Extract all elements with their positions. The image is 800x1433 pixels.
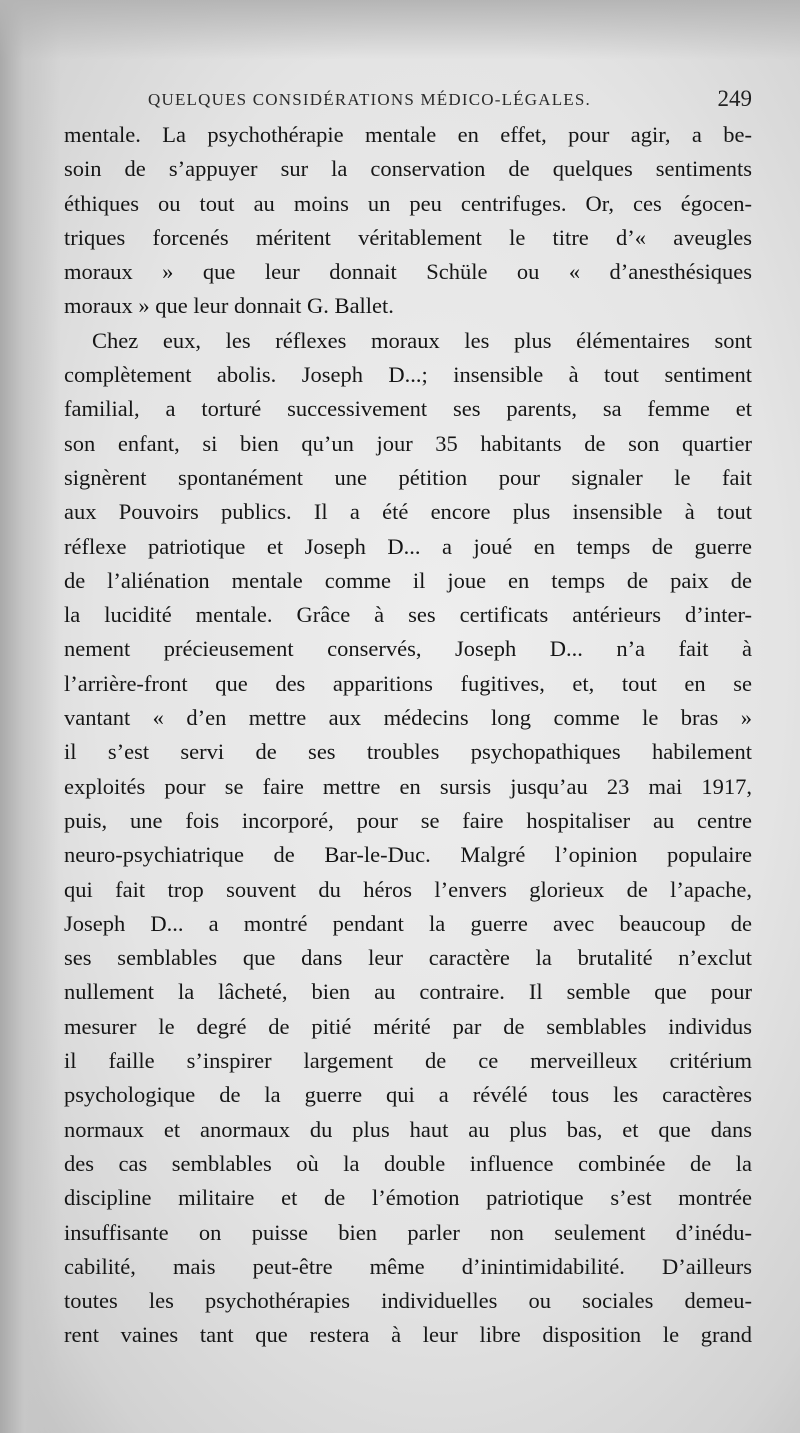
text-line: triques forcenés méritent véritablement le titre d’« aveugles	[64, 224, 752, 250]
text-line: insuffisante on puisse bien parler non seulement d’inédu-	[64, 1219, 752, 1245]
text-line: rent vaines tant que restera à leur libre disposition le grand	[64, 1322, 752, 1348]
text-line: moraux » que leur donnait Schüle ou « d’anesthésiques	[64, 259, 752, 285]
text-line: normaux et anormaux du plus haut au plus bas, et que dans	[64, 1116, 752, 1142]
text-line: il faille s’inspirer largement de ce merveilleux critérium	[64, 1048, 752, 1074]
running-title: QUELQUES CONSIDÉRATIONS MÉDICO-LÉGALES.	[148, 90, 591, 109]
text-line: qui fait trop souvent du héros l’envers glorieux de l’apache,	[64, 876, 752, 902]
text-line: Chez eux, les réflexes moraux les plus élémentaires sont	[92, 327, 752, 353]
text-line: moraux » que leur donnait G. Ballet.	[64, 293, 394, 319]
text-line: nullement la lâcheté, bien au contraire. Il semble que pour	[64, 979, 752, 1005]
text-line: la lucidité mentale. Grâce à ses certificats antérieurs d’inter-	[64, 602, 752, 628]
text-line: signèrent spontanément une pétition pour signaler le fait	[64, 464, 752, 490]
text-line: neuro-psychiatrique de Bar-le-Duc. Malgré l’opinion populaire	[64, 842, 752, 868]
text-line: des cas semblables où la double influence combinée de la	[64, 1150, 752, 1176]
text-line: toutes les psychothérapies individuelles ou sociales demeu-	[64, 1288, 752, 1314]
text-line: puis, une fois incorporé, pour se faire hospitaliser au centre	[64, 807, 752, 833]
text-line: psychologique de la guerre qui a révélé tous les caractères	[64, 1082, 752, 1108]
text-line: son enfant, si bien qu’un jour 35 habitants de son quartier	[64, 430, 752, 456]
text-line: mentale. La psychothérapie mentale en effet, pour agir, a be-	[64, 122, 752, 147]
text-line: ses semblables que dans leur caractère la brutalité n’exclut	[64, 945, 752, 971]
text-line: mesurer le degré de pitié mérité par de semblables individus	[64, 1013, 752, 1039]
text-line: réflexe patriotique et Joseph D... a joué en temps de guerre	[64, 533, 752, 559]
text-line: il s’est servi de ses troubles psychopathiques habilement	[64, 739, 752, 765]
running-head	[148, 86, 758, 116]
text-line: de l’aliénation mentale comme il joue en temps de paix de	[64, 567, 752, 593]
text-line: cabilité, mais peut-être même d’inintimidabilité. D’ailleurs	[64, 1253, 752, 1279]
text-line: nement précieusement conservés, Joseph D... n’a fait à	[64, 636, 752, 662]
text-line: discipline militaire et de l’émotion patriotique s’est montrée	[64, 1185, 752, 1211]
text-line: complètement abolis. Joseph D...; insensible à tout sentiment	[64, 362, 752, 388]
body-text	[64, 118, 752, 1353]
text-line: éthiques ou tout au moins un peu centrifuges. Or, ces égocen-	[64, 190, 752, 216]
text-line: l’arrière-front que des apparitions fugitives, et, tout en se	[64, 670, 752, 696]
text-line: Joseph D... a montré pendant la guerre avec beaucoup de	[64, 910, 752, 936]
text-line: aux Pouvoirs publics. Il a été encore plus insensible à tout	[64, 499, 752, 525]
text-line: exploités pour se faire mettre en sursis jusqu’au 23 mai 1917,	[64, 773, 752, 799]
text-line: familial, a torturé successivement ses parents, sa femme et	[64, 396, 752, 422]
page-number: 249	[717, 86, 752, 111]
text-line: soin de s’appuyer sur la conservation de quelques sentiments	[64, 156, 752, 182]
text-line: vantant « d’en mettre aux médecins long comme le bras »	[64, 705, 752, 731]
